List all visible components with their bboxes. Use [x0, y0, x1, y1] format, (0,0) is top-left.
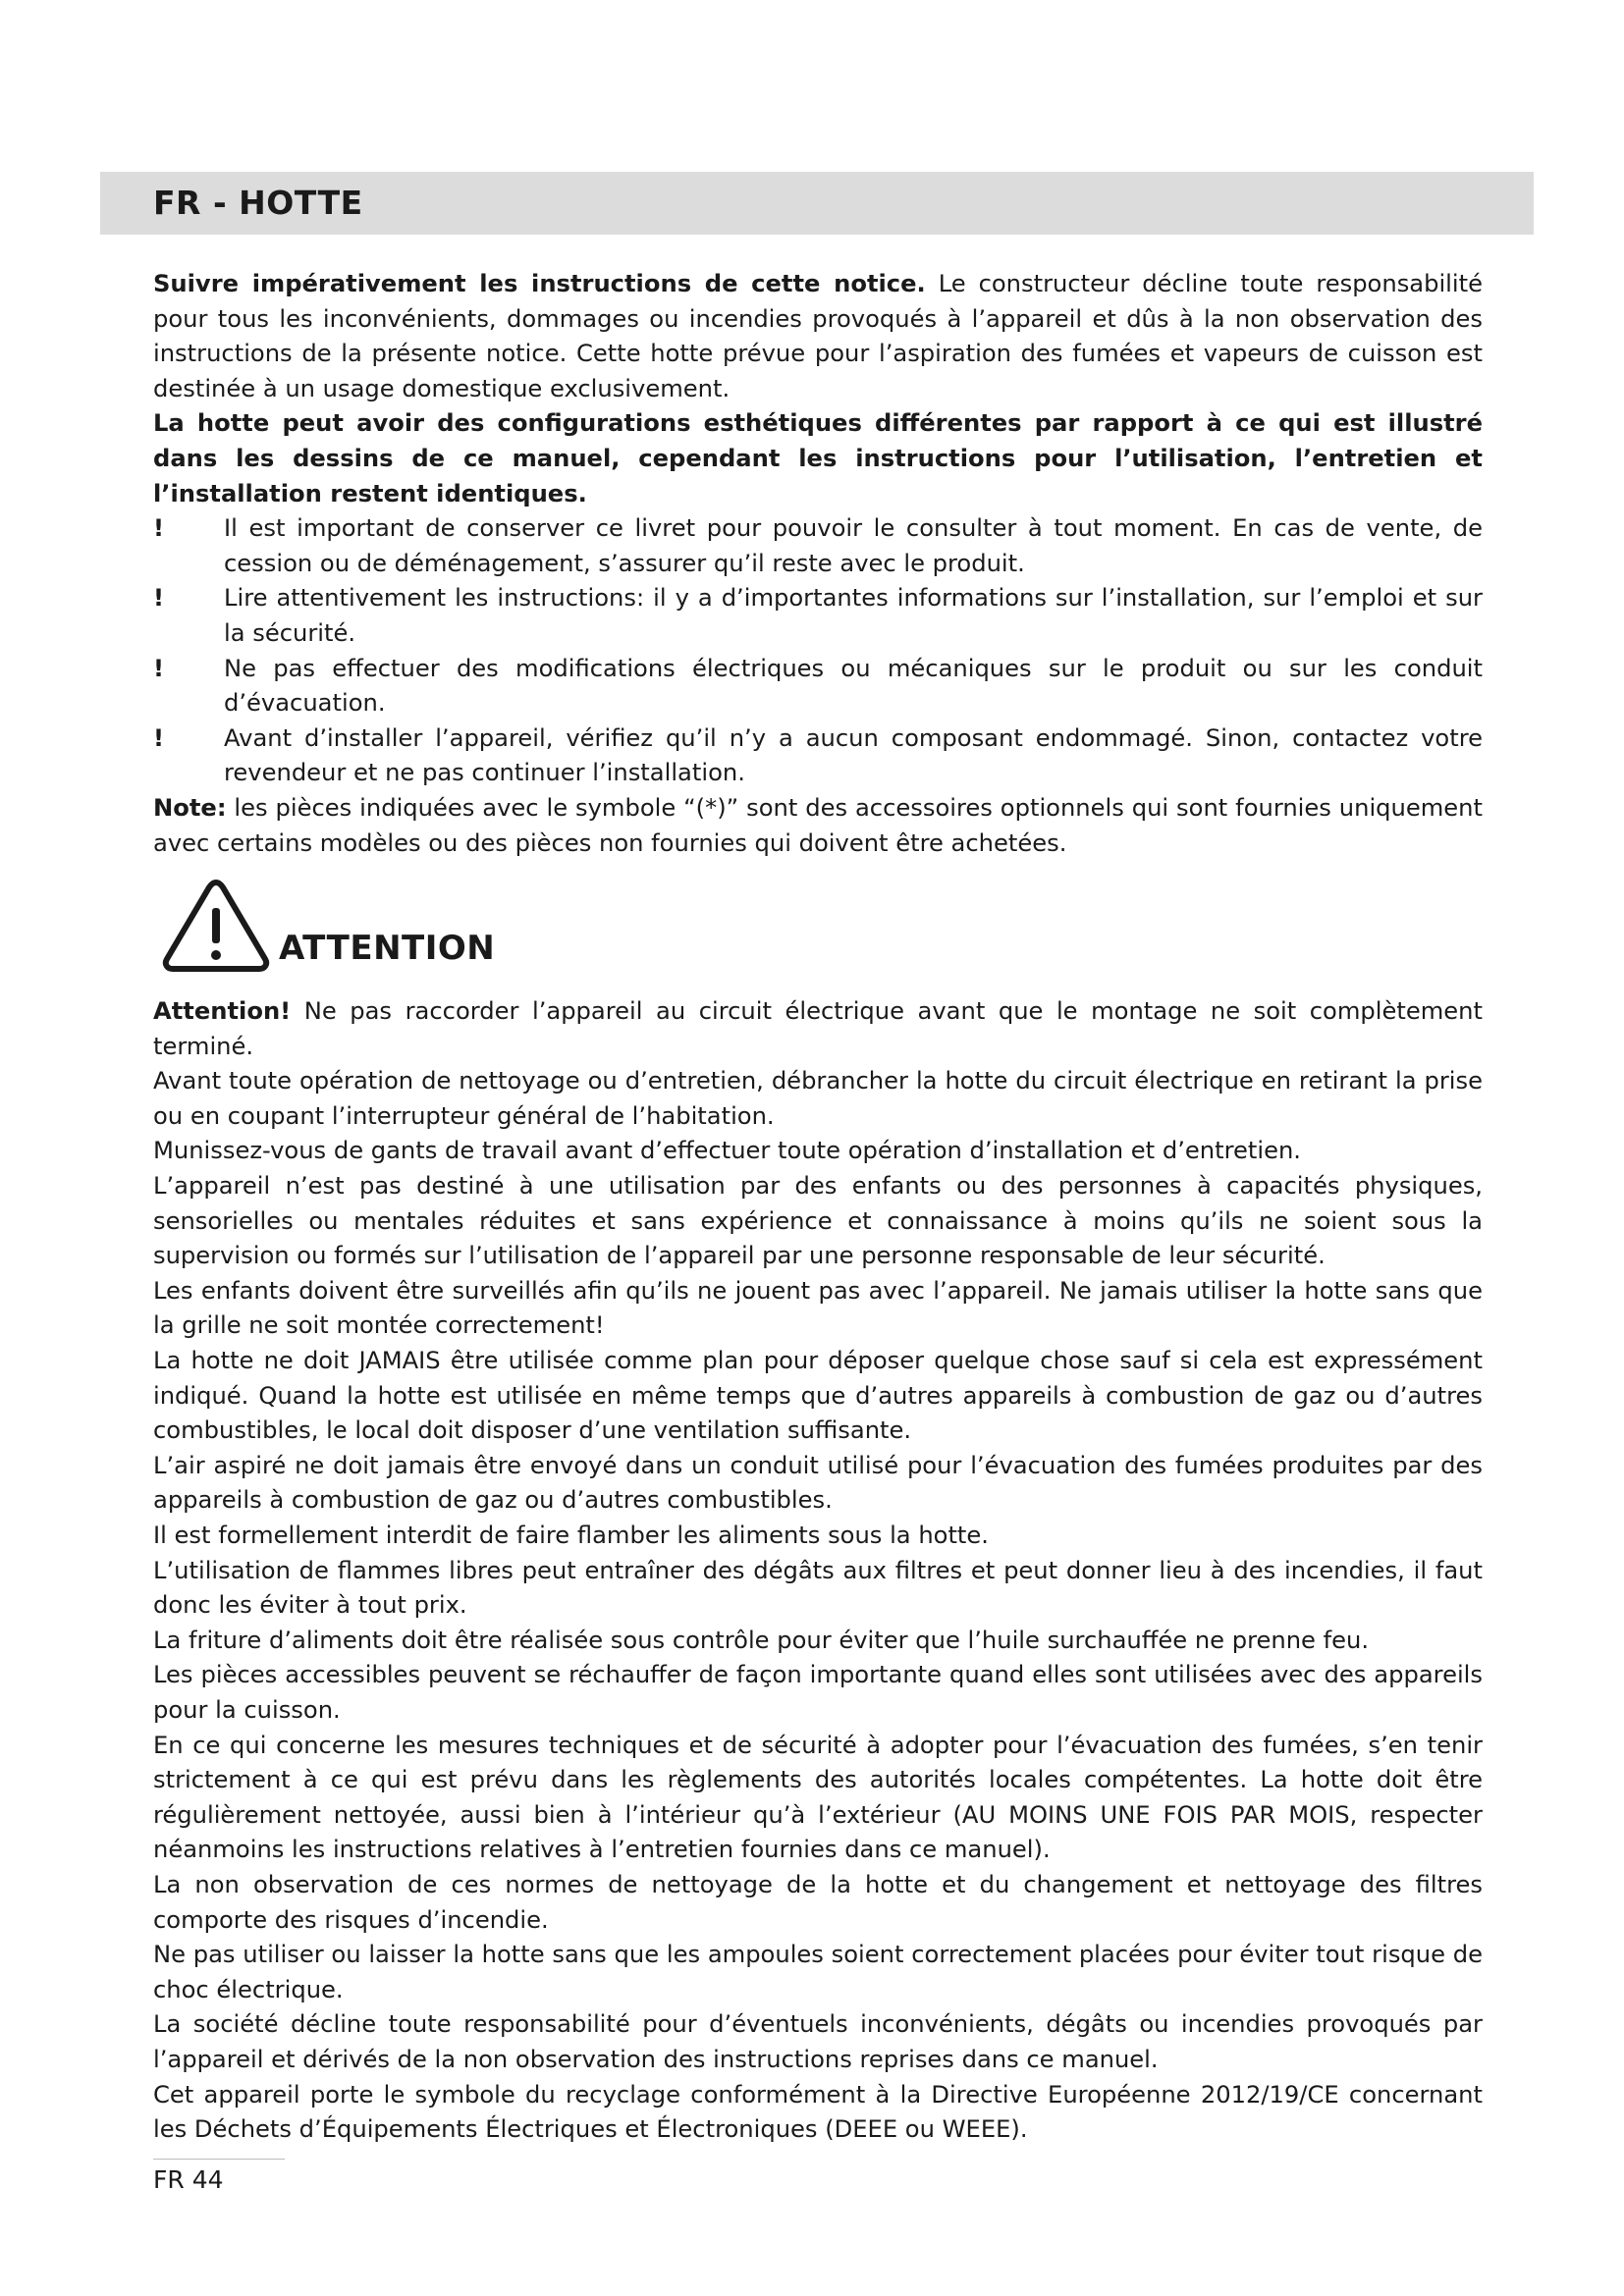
warning-text: Avant d’installer l’appareil, vérifiez qu’il n’y a aucun composant endommagé. Sinon, contactez votre revendeur et ne pas continuer l’installation.: [224, 723, 1483, 787]
attention-title: ATTENTION: [279, 929, 496, 969]
footer-divider: [153, 2159, 285, 2160]
attention-paragraph: L’utilisation de flammes libres peut entraîner des dégâts aux filtres et peut donner lieu à des incendies, il faut donc les éviter à tout prix.: [153, 1556, 1483, 1620]
intro-paragraph: [153, 267, 1483, 406]
note-paragraph: [153, 791, 1483, 861]
attention-paragraph: Il est formellement interdit de faire flamber les aliments sous la hotte.: [153, 1522, 989, 1549]
exclamation-icon: !: [153, 584, 165, 613]
attention-heading: [153, 873, 1483, 994]
warning-text: Ne pas effectuer des modifications électriques ou mécaniques sur le produit ou sur les conduit d’évacuation.: [224, 654, 1483, 718]
attention-paragraph: Cet appareil porte le symbole du recyclage conformément à la Directive Européenne 2012/19/CE concernant les Déchets d’Équipements Électriques et Électroniques (DEEE ou WEEE).: [153, 2080, 1483, 2144]
document-body: [153, 267, 1483, 2148]
note-text: les pièces indiquées avec le symbole “(*)” sont des accessoires optionnels qui sont fournies uniquement avec certains modèles ou des pièces non fournies qui doivent être achetées.: [153, 793, 1483, 857]
exclamation-icon: !: [153, 723, 165, 752]
attention-paragraph: L’air aspiré ne doit jamais être envoyé dans un conduit utilisé pour l’évacuation des fumées produites par des appareils à combustion de gaz ou d’autres combustibles.: [153, 1451, 1483, 1515]
intro-lead-bold: Suivre impérativement les instructions de cette notice.: [153, 270, 926, 297]
warning-triangle-icon: [157, 873, 275, 975]
warning-item: [153, 652, 1483, 721]
page-number: FR 44: [153, 2165, 224, 2194]
attention-paragraph: Avant toute opération de nettoyage ou d’entretien, débrancher la hotte du circuit électrique en retirant la prise ou en coupant l’interrupteur général de l’habitation.: [153, 1067, 1483, 1130]
warning-text: Lire attentivement les instructions: il y a d’importantes informations sur l’installation, sur l’emploi et sur la sécurité.: [224, 584, 1483, 647]
intro-lead-text: Le constructeur décline toute responsabilité pour tous les inconvénients, dommages ou incendies provoqués à l’appareil et dûs à la non observation des instructions de la présente notice. Cette hotte prévue pour l’aspiration des fumées et vapeurs de cuisson est destinée à un usage domestique exclusivement.: [153, 270, 1483, 402]
attention-paragraph: Les enfants doivent être surveillés afin qu’ils ne jouent pas avec l’appareil. Ne jamais utiliser la hotte sans que la grille ne soit montée correctement!: [153, 1276, 1483, 1340]
section-header-bar: [100, 172, 1534, 235]
attention-lead-bold: Attention!: [153, 997, 292, 1026]
exclamation-icon: !: [153, 514, 165, 543]
attention-paragraph: En ce qui concerne les mesures techniques et de sécurité à adopter pour l’évacuation des fumées, s’en tenir strictement à ce qui est prévu dans les règlements des autorités locales compétentes. La hotte doit être régulièrement nettoyée, aussi bien à l’intérieur qu’à l’extérieur (AU MOINS UNE FOIS PAR MOIS, respecter néanmoins les instructions relatives à l’entretien fournies dans ce manuel).: [153, 1731, 1483, 1864]
warning-item: [153, 581, 1483, 651]
attention-paragraph: L’appareil n’est pas destiné à une utilisation par des enfants ou des personnes à capacités physiques, sensorielles ou mentales réduites et sans expérience et connaissance à moins qu’ils ne soient sous la supervision ou formés sur l’utilisation de l’appareil par une personne responsable de leur sécurité.: [153, 1172, 1483, 1270]
attention-paragraph: La friture d’aliments doit être réalisée sous contrôle pour éviter que l’huile surchauffée ne prenne feu.: [153, 1626, 1370, 1654]
attention-lead-text: Ne pas raccorder l’appareil au circuit électrique avant que le montage ne soit complètement terminé.: [153, 997, 1483, 1060]
configuration-note: La hotte peut avoir des configurations esthétiques différentes par rapport à ce qui est illustré dans les dessins de ce manuel, cependant les instructions pour l’utilisation, l’entretien et l’installation restent identiques.: [153, 409, 1483, 507]
attention-paragraph: Munissez-vous de gants de travail avant d’effectuer toute opération d’installation et d’entretien.: [153, 1137, 1301, 1165]
exclamation-icon: !: [153, 654, 165, 682]
warning-text: Il est important de conserver ce livret pour pouvoir le consulter à tout moment. En cas de vente, de cession ou de déménagement, s’assurer qu’il reste avec le produit.: [224, 514, 1483, 577]
attention-paragraph: La non observation de ces normes de nettoyage de la hotte et du changement et nettoyage des filtres comporte des risques d’incendie.: [153, 1870, 1483, 1934]
section-title: FR - HOTTE: [153, 184, 363, 222]
attention-lead-paragraph: [153, 994, 1483, 1064]
note-label: Note:: [153, 793, 227, 822]
attention-paragraph: Les pièces accessibles peuvent se réchauffer de façon importante quand elles sont utilisées avec des appareils pour la cuisson.: [153, 1661, 1483, 1724]
attention-paragraph: La hotte ne doit JAMAIS être utilisée comme plan pour déposer quelque chose sauf si cela est expressément indiqué. Quand la hotte est utilisée en même temps que d’autres appareils à combustion de gaz ou d’autres combustibles, le local doit disposer d’une ventilation suffisante.: [153, 1347, 1483, 1445]
warning-item: [153, 511, 1483, 581]
warning-item: [153, 721, 1483, 791]
attention-paragraph: Ne pas utiliser ou laisser la hotte sans que les ampoules soient correctement placées pour éviter tout risque de choc électrique.: [153, 1941, 1483, 2003]
attention-paragraph: La société décline toute responsabilité pour d’éventuels inconvénients, dégâts ou incendies provoqués par l’appareil et dérivés de la non observation des instructions reprises dans ce manuel.: [153, 2010, 1483, 2073]
